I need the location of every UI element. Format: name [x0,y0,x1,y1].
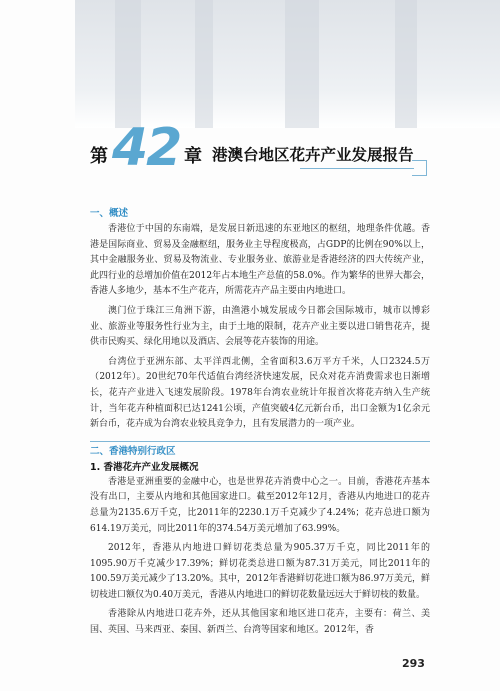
paragraph: 澳门位于珠江三角洲下游，由渔港小城发展成今日都会国际城市，城市以博彩业、旅游业等服务性行业为主，由于土地的限制，花卉产业主要以进口销售花卉，提供市民购买、绿化用地以及酒店、会展等花卉装饰的用途。 [90,305,430,348]
header-stripe [395,0,417,128]
section-heading-hongkong: 二、香港特别行政区 [90,441,430,460]
header-stripe [195,0,213,128]
title-bracket-decoration [412,160,427,176]
chapter-heading: 港澳台地区花卉产业发展报告 [212,146,414,164]
chapter-suffix: 章 [184,146,202,167]
page-number: 293 [402,657,425,670]
subsection-heading: 1. 香港花卉产业发展概况 [90,461,199,473]
paragraph: 香港位于中国的东南端，是发展日新迅速的东亚地区的枢纽，地理条件优越。香港是国际商业、贸易及金融枢纽，服务业主导程度极高，占GDP的比例在90%以上，其中金融服务业、贸易及物流业、专业服务业、旅游业是香港经济的四大传统产业，此四行业的总增加价值在2012年占本地生产总值的58.0%。作为繁华的世界大都会，香港人多地少，基本不生产花卉，所需花卉产品主要由内地进口。 [90,224,430,297]
body-text [90,206,430,639]
chapter-prefix: 第 [90,146,108,167]
header-stripe [115,0,141,128]
chapter-number: 42 [112,118,181,178]
header-stripe [285,0,319,128]
paragraph: 香港是亚洲重要的金融中心，也是世界花卉消费中心之一。目前，香港花卉基本没有出口，主要从内地和其他国家进口。截至2012年12月，香港从内地进口的花卉总量为2135.6万千克，比2011年的2230.1万千克减少了4.24%；花卉总进口额为614.19万美元，同比2011年的374.54万美元增加了63.99%。 [90,476,430,534]
paragraph: 台湾位于亚洲东部、太平洋西北侧，全省面积3.6万平方千米，人口2324.5万（2012年）。20世纪70年代适值台湾经济快速发展，民众对花卉消费需求也日渐增长，花卉产业进入飞速发展阶段。1978年台湾农业统计年报首次将花卉纳入生产统计，当年花卉种植面积已达1241公顷，产值突破4亿元新台币，出口金额为1亿余元新台币，花卉成为台湾农业较具竞争力，且有发展潜力的一项产业。 [90,356,430,430]
paragraph: 2012年，香港从内地进口鲜切花类总量为905.37万千克，同比2011年的1095.90万千克减少17.39%；鲜切花类总进口额为87.31万美元，同比2011年的100.59万美元减少了13.20%。其中，2012年香港鲜切花进口额为86.97万美元，鲜切枝进口额仅为0.40万美元，香港从内地进口的鲜切花数量远远大于鲜切枝的数量。 [90,543,430,600]
paragraph: 香港除从内地进口花卉外，还从其他国家和地区进口花卉，主要有：荷兰、美国、英国、马来西亚、泰国、新西兰、台湾等国家和地区。2012年，香 [90,609,430,636]
header-decoration [75,0,500,128]
title-underline [300,168,414,169]
section-heading-overview: 一、概述 [90,208,129,219]
